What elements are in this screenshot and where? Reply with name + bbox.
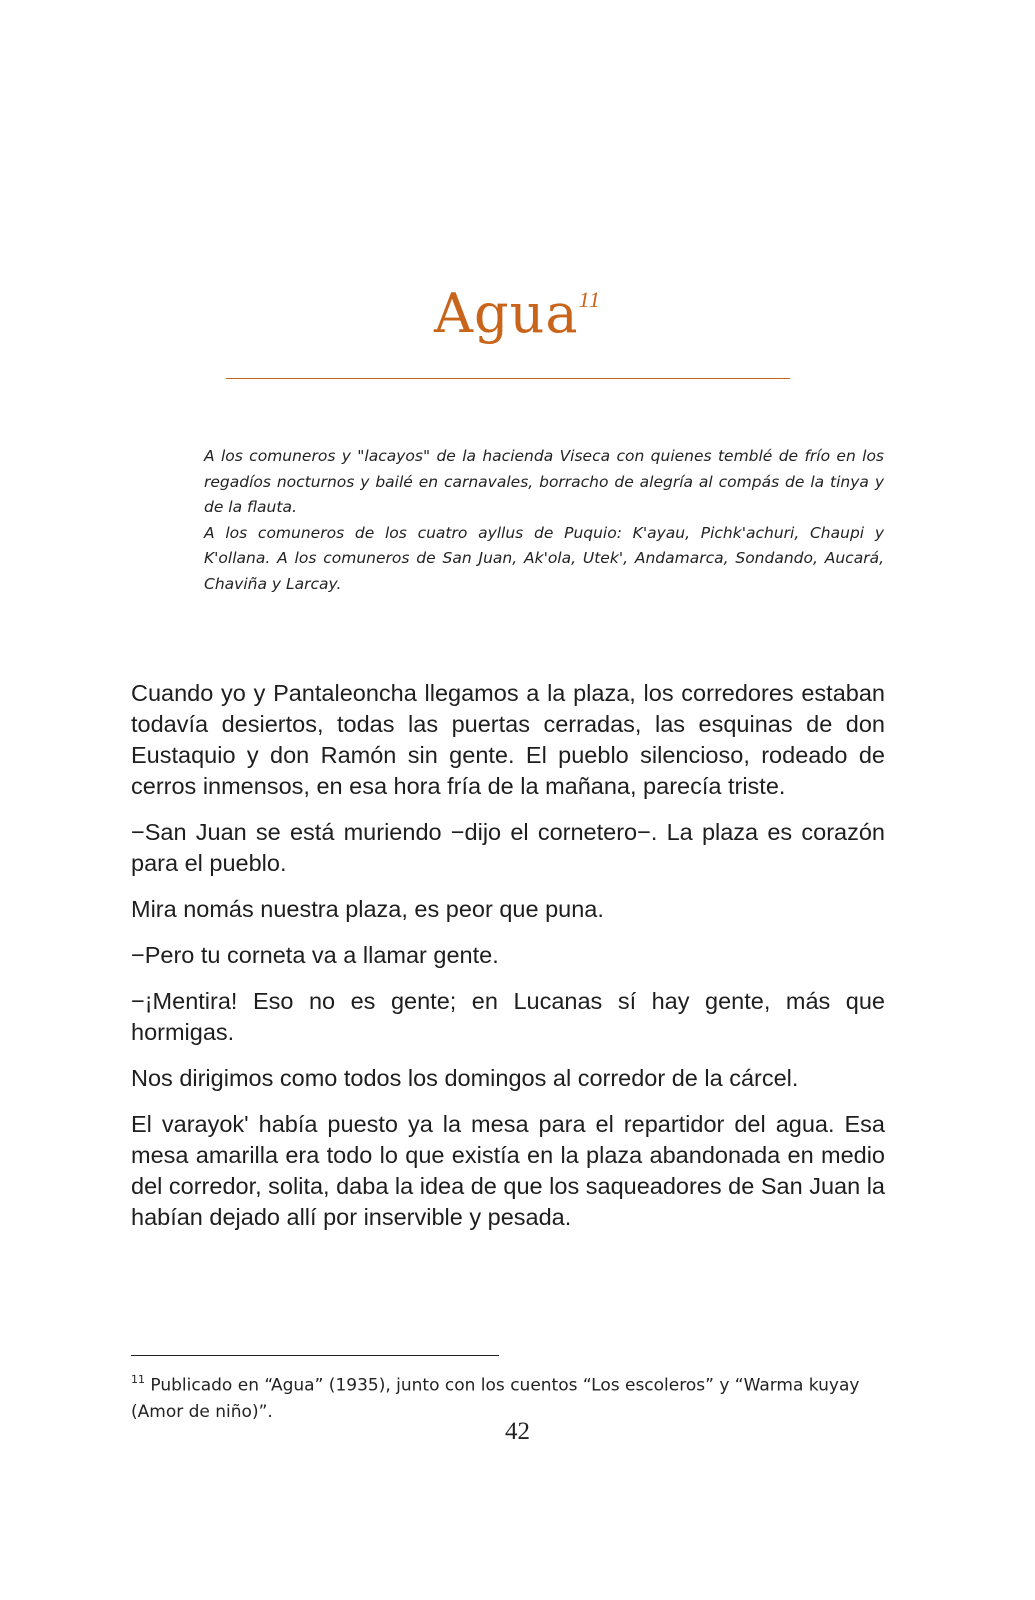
body-paragraph: Cuando yo y Pantaleoncha llegamos a la plaza, los corredores estaban todavía desiertos, todas las puertas cerradas, las esquinas de don Eustaquio y don Ramón sin gente. El pueblo silencioso, rodeado de cerros inmensos, en esa hora fría de la mañana, parecía triste. bbox=[131, 680, 885, 799]
dedication-paragraph: A los comuneros de los cuatro ayllus de Puquio: K'ayau, Pichk'achuri, Chaupi y K'ollana. A los comuneros de San Juan, Ak'ola, Utek', Andamarca, Sondando, Aucará, Chaviña y Larcay. bbox=[204, 523, 884, 593]
dedication-paragraph: A los comuneros y "lacayos" de la hacienda Viseca con quienes temblé de frío en los regadíos nocturnos y bailé en carnavales, borracho de alegría al compás de la tinya y de la flauta. bbox=[204, 447, 884, 516]
body-paragraph: −¡Mentira! Eso no es gente; en Lucanas sí hay gente, más que hormigas. bbox=[131, 988, 885, 1045]
footnote-divider bbox=[131, 1355, 499, 1356]
title-divider bbox=[226, 378, 790, 379]
story-body bbox=[131, 678, 885, 1248]
title-footnote-marker[interactable]: 11 bbox=[578, 287, 601, 312]
body-paragraph: −San Juan se está muriendo −dijo el cornetero−. La plaza es corazón para el pueblo. bbox=[131, 819, 885, 876]
body-paragraph: El varayok' había puesto ya la mesa para el repartidor del agua. Esa mesa amarilla era todo lo que existía en la plaza abandonada en medio del corredor, solita, daba la idea de que los saqueadores de San Juan la habían dejado allí por inservible y pesada. bbox=[131, 1111, 885, 1230]
dedication bbox=[204, 444, 884, 597]
footnote bbox=[131, 1368, 871, 1425]
body-paragraph: Mira nomás nuestra plaza, es peor que puna. bbox=[131, 896, 604, 922]
footnote-text: Publicado en “Agua” (1935), junto con los cuentos “Los escoleros” y “Warma kuyay (Amor de niño)”. bbox=[131, 1375, 860, 1422]
page-title bbox=[0, 282, 1035, 345]
body-paragraph: Nos dirigimos como todos los domingos al corredor de la cárcel. bbox=[131, 1065, 799, 1091]
page-number: 42 bbox=[505, 1418, 530, 1445]
title-text: Agua bbox=[434, 282, 579, 345]
body-paragraph: −Pero tu corneta va a llamar gente. bbox=[131, 942, 499, 968]
footnote-marker: 11 bbox=[131, 1373, 145, 1386]
